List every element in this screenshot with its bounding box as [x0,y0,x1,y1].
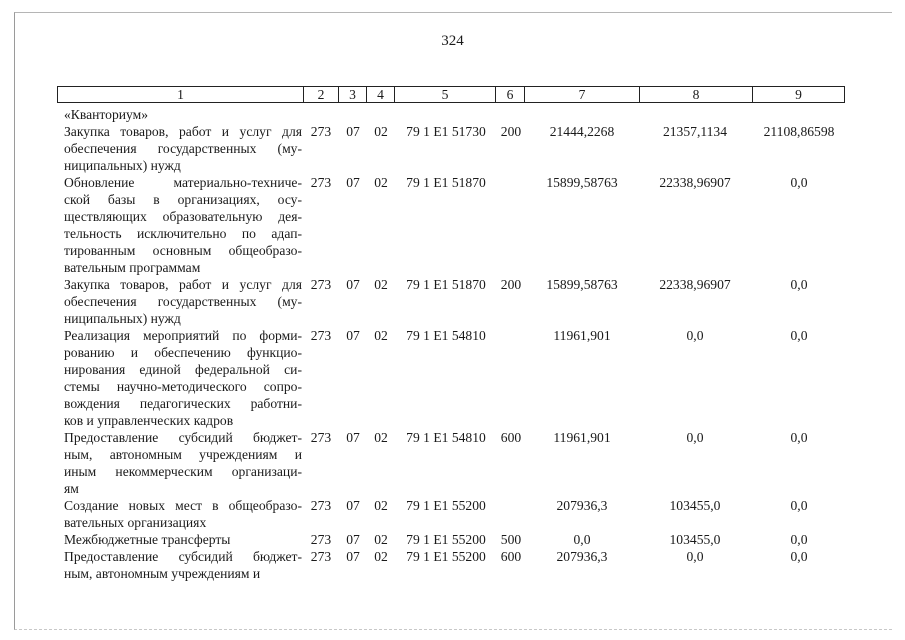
cell-c6: 200 [500,277,522,292]
header-col-3: 3 [338,86,367,103]
cell-c9: 21108,86598 [763,124,835,139]
cell-c2: 273 [310,532,332,547]
description-line: Закупка товаров, работ и услуг для [64,277,302,292]
header-col-1: 1 [57,86,304,103]
cell-c5: 79 1 E1 55200 [406,549,486,564]
cell-c5: 79 1 E1 55200 [406,532,486,547]
cell-c9: 0,0 [790,549,808,564]
description-line: ниципальных) нужд [64,311,181,326]
cell-c3: 07 [346,532,360,547]
description-line: обеспечения государственных (му- [64,294,302,309]
cell-c2: 273 [310,549,332,564]
description-line: Межбюджетные трансферты [64,532,231,547]
cell-c8: 22338,96907 [659,175,731,190]
description-line: ным, автономным учреждениям и [64,566,261,581]
header-col-4: 4 [366,86,395,103]
description-line: Создание новых мест в общеобразо- [64,498,302,513]
cell-c4: 02 [374,498,388,513]
cell-c4: 02 [374,124,388,139]
cell-c7: 207936,3 [556,549,608,564]
cell-c3: 07 [346,549,360,564]
cell-c3: 07 [346,430,360,445]
description-line: «Кванториум» [64,107,149,122]
description-line: ниципальных) нужд [64,158,181,173]
cell-c4: 02 [374,532,388,547]
cell-c8: 0,0 [686,549,704,564]
cell-c6: 600 [500,549,522,564]
cell-c4: 02 [374,430,388,445]
cell-c7: 11961,901 [553,430,611,445]
header-col-5: 5 [394,86,496,103]
cell-c7: 0,0 [573,532,591,547]
cell-c8: 21357,1134 [662,124,728,139]
header-col-6: 6 [495,86,525,103]
cell-c7: 21444,2268 [549,124,615,139]
description-line: ным, автономным учреждениям и [64,447,302,462]
cell-c3: 07 [346,498,360,513]
header-col-9: 9 [752,86,845,103]
header-col-7: 7 [524,86,640,103]
cell-c3: 07 [346,277,360,292]
cell-c5: 79 1 E1 51730 [406,124,486,139]
cell-c8: 22338,96907 [659,277,731,292]
cell-c5: 79 1 E1 54810 [406,328,486,343]
description-line: ям [64,481,79,496]
cell-c5: 79 1 E1 51870 [406,175,486,190]
cell-c6: 600 [500,430,522,445]
page-number: 324 [441,33,464,49]
cell-c9: 0,0 [790,175,808,190]
cell-c2: 273 [310,498,332,513]
cell-c7: 15899,58763 [546,277,618,292]
cell-c4: 02 [374,549,388,564]
cell-c8: 0,0 [686,328,704,343]
cell-c6: 500 [500,532,522,547]
cell-c8: 103455,0 [669,532,721,547]
description-line: Обновление материально-техниче- [64,175,302,190]
description-line: Предоставление субсидий бюджет- [64,549,302,564]
cell-c2: 273 [310,430,332,445]
cell-c3: 07 [346,124,360,139]
cell-c9: 0,0 [790,328,808,343]
description-line: Предоставление субсидий бюджет- [64,430,302,445]
cell-c7: 207936,3 [556,498,608,513]
cell-c4: 02 [374,328,388,343]
header-col-2: 2 [303,86,339,103]
cell-c3: 07 [346,328,360,343]
description-line: тельность исключительно по адап- [64,226,302,241]
description-line: ков и управленческих кадров [64,413,234,428]
description-line: тированным основным общеобразо- [64,243,302,258]
description-line: ществляющих образовательную дея- [64,209,302,224]
cell-c3: 07 [346,175,360,190]
cell-c5: 79 1 E1 54810 [406,430,486,445]
header-col-8: 8 [639,86,753,103]
cell-c8: 0,0 [686,430,704,445]
cell-c2: 273 [310,328,332,343]
cell-c4: 02 [374,277,388,292]
cell-c5: 79 1 E1 51870 [406,277,486,292]
cell-c9: 0,0 [790,430,808,445]
cell-c7: 11961,901 [553,328,611,343]
description-line: иным некоммерческим организаци- [64,464,302,479]
cell-c9: 0,0 [790,498,808,513]
cell-c2: 273 [310,175,332,190]
description-line: Закупка товаров, работ и услуг для [64,124,302,139]
description-line: Реализация мероприятий по форми- [64,328,302,343]
description-line: вательных организациях [64,515,207,530]
row-description [64,106,302,123]
description-line: вождения педагогических работни- [64,396,302,411]
cell-c8: 103455,0 [669,498,721,513]
description-line: рованию и обеспечению функцио- [64,345,302,360]
cell-c4: 02 [374,175,388,190]
description-line: ской базы в организациях, осу- [64,192,302,207]
cell-c5: 79 1 E1 55200 [406,498,486,513]
cell-c6: 200 [500,124,522,139]
cell-c2: 273 [310,277,332,292]
description-line: стемы научно-методического сопро- [64,379,302,394]
cell-c9: 0,0 [790,277,808,292]
description-line: обеспечения государственных (му- [64,141,302,156]
cell-c9: 0,0 [790,532,808,547]
description-line: нирования единой федеральной си- [64,362,302,377]
description-line: вательным программам [64,260,201,275]
cell-c2: 273 [310,124,332,139]
cell-c7: 15899,58763 [546,175,618,190]
